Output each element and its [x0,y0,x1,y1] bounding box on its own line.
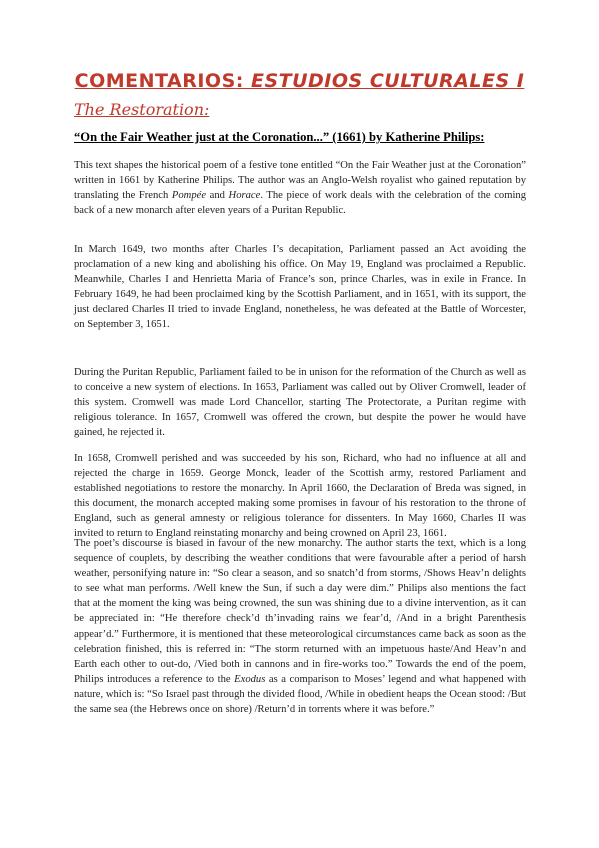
p1-italic-horace: Horace [228,190,261,202]
page-title [0,70,599,92]
p1-italic-pompee: Pompée [171,190,207,202]
paragraph-3: During the Puritan Republic, Parliament failed to be in unison for the reformation of the Church as well as to conceive a new system of elections. In 1653, Parliament was called out by Oliver Cromwell, leader of this system. Cromwell was made Lord Chancellor, starting The Protectorate, a Puritan regime with religious tolerance. In 1657, Cromwell was offered the crown, but despite the power he would have gained, he rejected it. [74,367,526,439]
subheading: “On the Fair Weather just at the Coronation...” (1661) by Katherine Philips: [74,130,485,144]
p5-text-b: as a comparison to Moses’ legend and what happened with nature, which is: “So Israel past through the divided flood, /While in obedient heaps the Ocean stood: /But the same sea (the Hebrews once on shore) /Return’d in torrents where it was before.” [74,673,526,716]
p1-text-b: and [206,190,229,202]
title-separator: : [235,70,251,92]
paragraph-4: In 1658, Cromwell perished and was succeeded by his son, Richard, who had no influence at all and rejected the charge in 1659. George Monck, leader of the Scottish army, restored Parliament and established negotiations to restore the monarchy. In April 1660, the Declaration of Breda was signed, in this document, the monarch accepted making some promises in favour of his restoration to the throne of England, such as general amnesty or religious tolerance for dissenters. In May 1660, Charles II was invited to return to England reinstating monarchy and being crowned on April 23, 1661. [74,453,526,540]
p5-text-a: The poet’s discourse is biased in favour of the new monarchy. The author starts the text, which is a long sequence of couplets, by describing the weather conditions that were favourable after a period of harsh weather, personifying nature in: “So clear a season, and so snatch’d from storms, /Shows Heav’n delights to see what man performs. /Well knew the Sun, if such a day were dim.” Philips also mentions the fact that at the moment the king was being crowned, the sun was shining due to a divine intervention, as it can be appreciated in: “He therefore check’d th’invading rains we fear’d, /And in a bright Parenthesis appear’d.” Furthermore, it is mentioned that these meteorological circumstances came back as soon as the celebration finished, this is referred in: “The storm returned with an impetuous haste/And Heav’n and Earth each other to out-do, /Vied both in cannons and in fire-works too.” Towards the end of the poem, Philips introduces a reference to the [74,538,526,685]
section-heading: The Restoration: [74,100,210,119]
paragraph-2: In March 1649, two months after Charles I’s decapitation, Parliament passed an Act avoiding the proclamation of a new king and abolishing his office. On May 19, England was proclaimed a Republic. Meanwhile, Charles I and Henrietta Maria of France’s son, prince Charles, was in exile in France. In February 1649, he had been proclaimed king by the Scottish Parliament, and in 1651, with its support, the just declared Charles II tried to invade England, nonetheless, he was defeated at the Battle of Worcester, on September 3, 1651. [74,244,526,331]
title-main: COMENTARIOS [74,70,236,92]
p5-italic-exodus: Exodus [234,673,266,685]
p1-text-a: This text shapes the historical poem of a festive tone entitled “On the Fair Weather just at the Coronation” written in 1661 by Katherine Philips. The author was an Anglo-Welsh royalist who gained reputation by translating the French [74,160,526,202]
p1-text-c: . The piece of work deals with the celebration of the coming back of a new monarch after eleven years of a Puritan Republic. [74,190,527,217]
paragraph-1 [74,158,526,218]
paragraph-5 [74,536,526,717]
title-italic: ESTUDIOS CULTURALES I [250,70,525,92]
